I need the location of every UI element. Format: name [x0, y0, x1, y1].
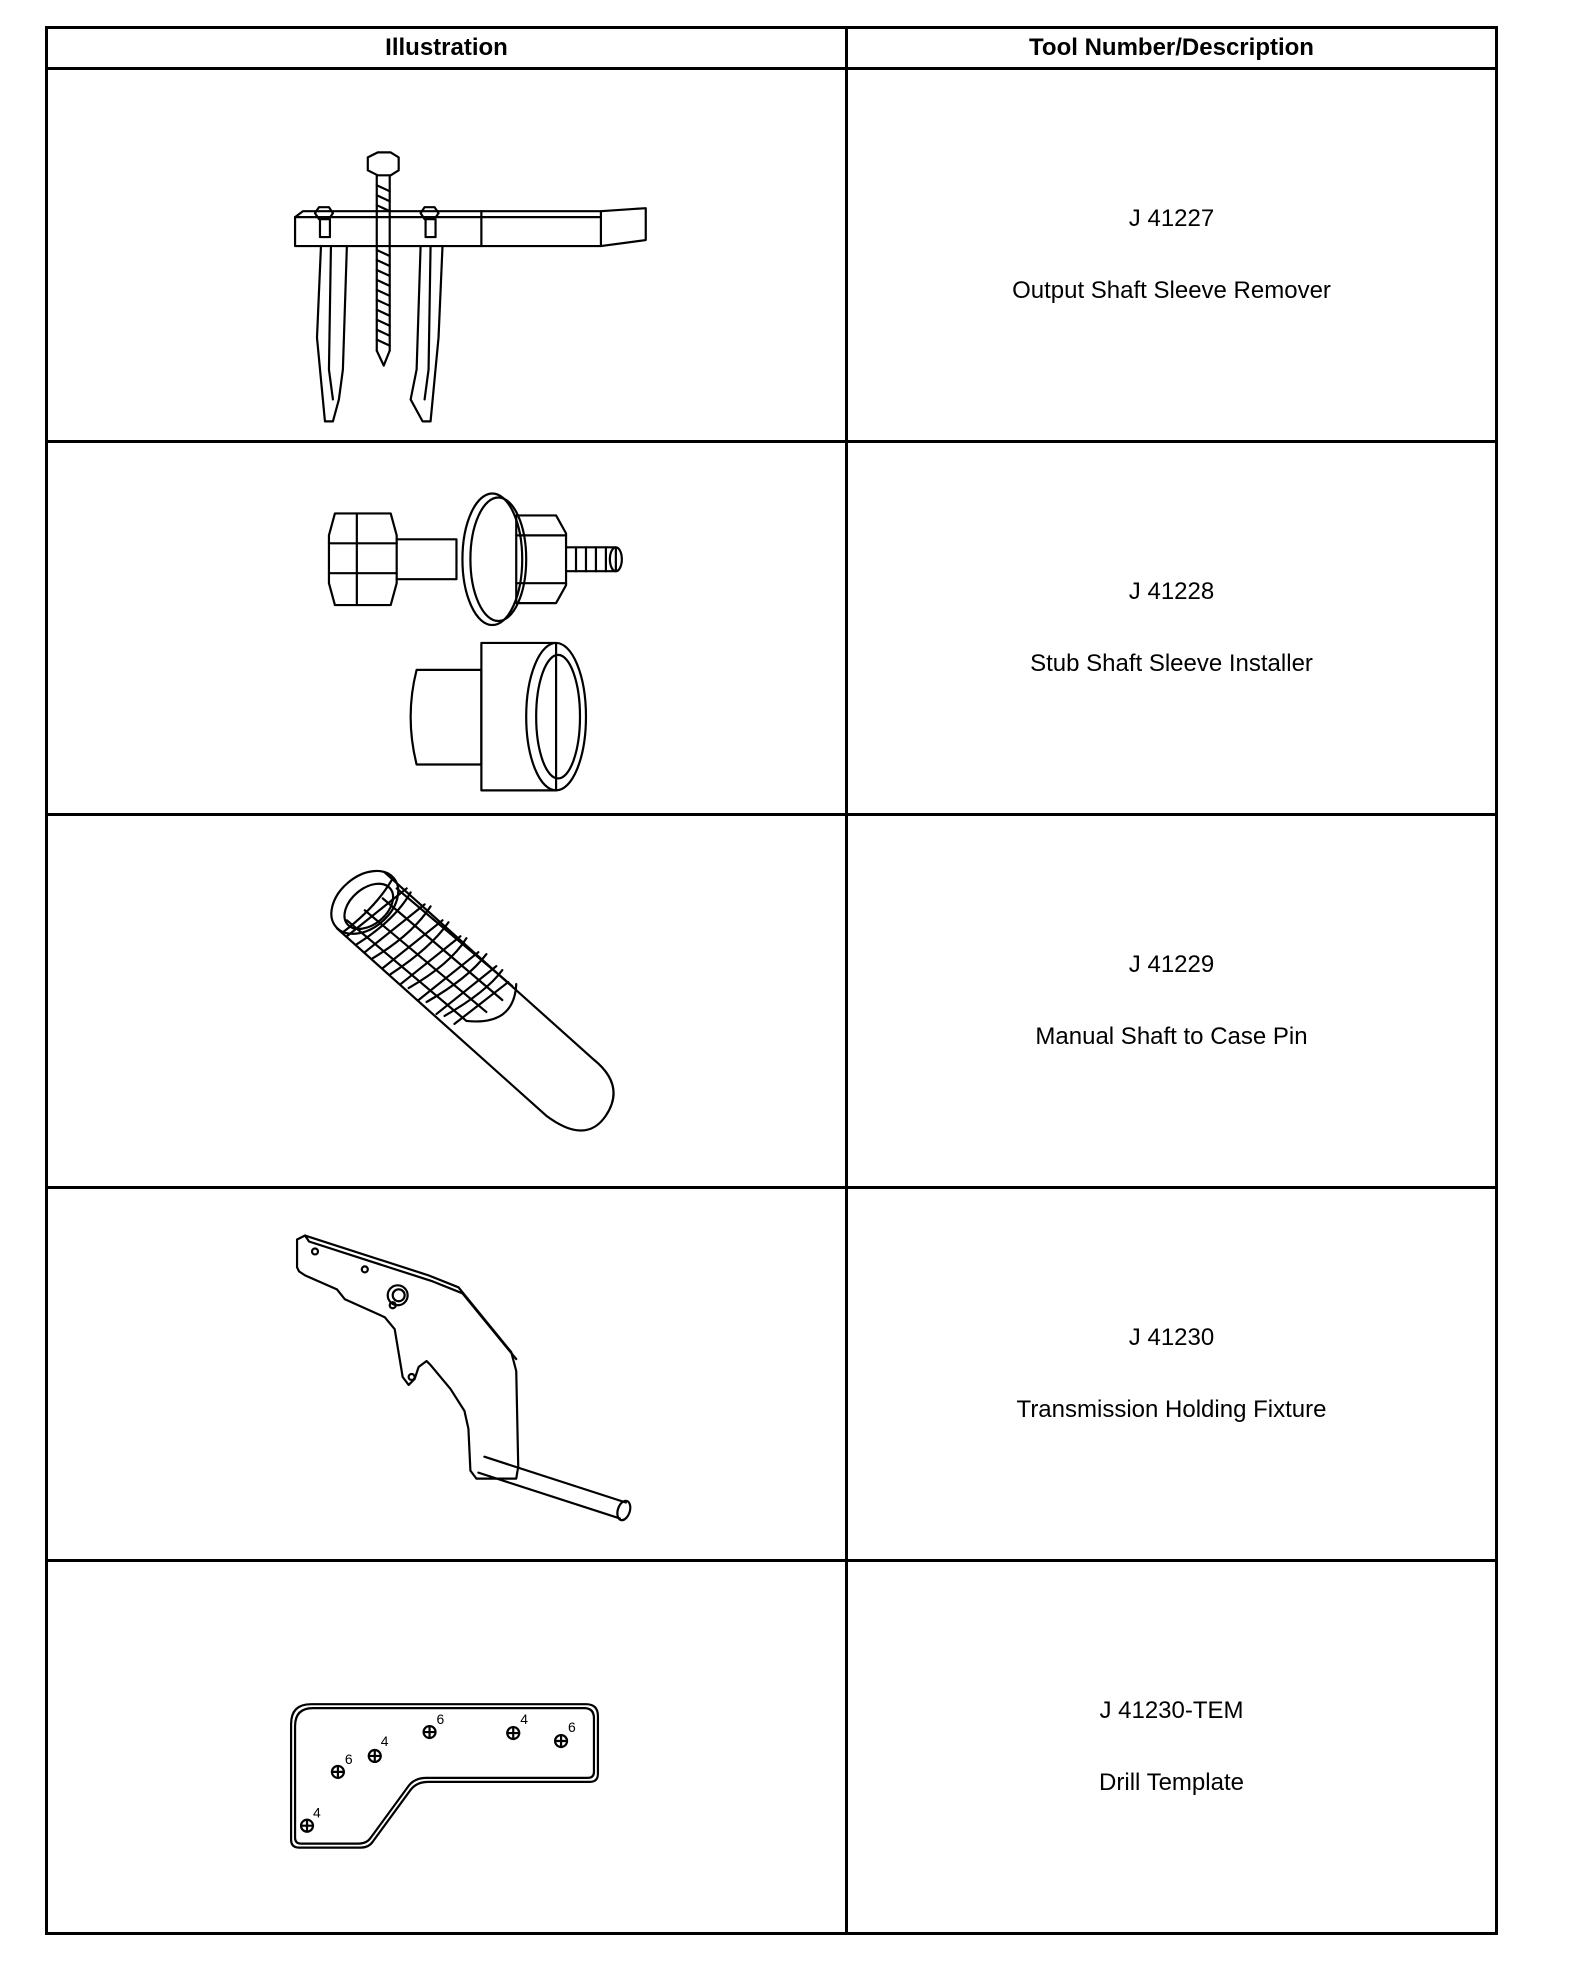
table-row	[47, 815, 1497, 1188]
illustration-cell	[47, 1561, 847, 1934]
table-row	[47, 1561, 1497, 1934]
tool-description: Transmission Holding Fixture	[1016, 1396, 1327, 1423]
header-illustration: Illustration	[47, 28, 847, 69]
table-row	[47, 69, 1497, 442]
tool-number: J 41230-TEM	[1099, 1697, 1244, 1724]
tool-number: J 41230	[1128, 1324, 1215, 1351]
description-cell	[847, 815, 1497, 1188]
holding-fixture-icon	[48, 1189, 845, 1559]
sleeve-installer-icon	[48, 443, 845, 813]
illustration-cell	[47, 815, 847, 1188]
hole-label: 4	[380, 1733, 389, 1750]
illustration-cell	[47, 1188, 847, 1561]
tool-number: J 41229	[1128, 951, 1215, 978]
header-tool-number-description: Tool Number/Description	[847, 28, 1497, 69]
illustration-cell	[47, 69, 847, 442]
puller-icon	[48, 70, 845, 440]
description-cell	[847, 1561, 1497, 1934]
illustration-cell	[47, 442, 847, 815]
hole-label: 4	[520, 1711, 528, 1728]
table-row	[47, 442, 1497, 815]
tool-number: J 41228	[1128, 578, 1215, 605]
tool-description: Manual Shaft to Case Pin	[1035, 1023, 1308, 1050]
table-header-row	[47, 28, 1497, 69]
description-cell	[847, 69, 1497, 442]
special-tools-table	[45, 26, 1498, 1935]
table-row	[47, 1188, 1497, 1561]
hole-label: 4	[313, 1804, 321, 1821]
hole-label: 6	[436, 1711, 445, 1728]
hole-label: 6	[344, 1750, 353, 1767]
description-cell	[847, 442, 1497, 815]
description-cell	[847, 1188, 1497, 1561]
hole-label: 6	[568, 1719, 576, 1736]
tool-number: J 41227	[1128, 205, 1215, 232]
drill-template-icon	[48, 1562, 845, 1932]
tool-description: Stub Shaft Sleeve Installer	[1030, 650, 1313, 677]
tool-description: Drill Template	[1099, 1769, 1244, 1796]
tool-description: Output Shaft Sleeve Remover	[1012, 277, 1331, 304]
knurled-pin-icon	[48, 816, 845, 1186]
